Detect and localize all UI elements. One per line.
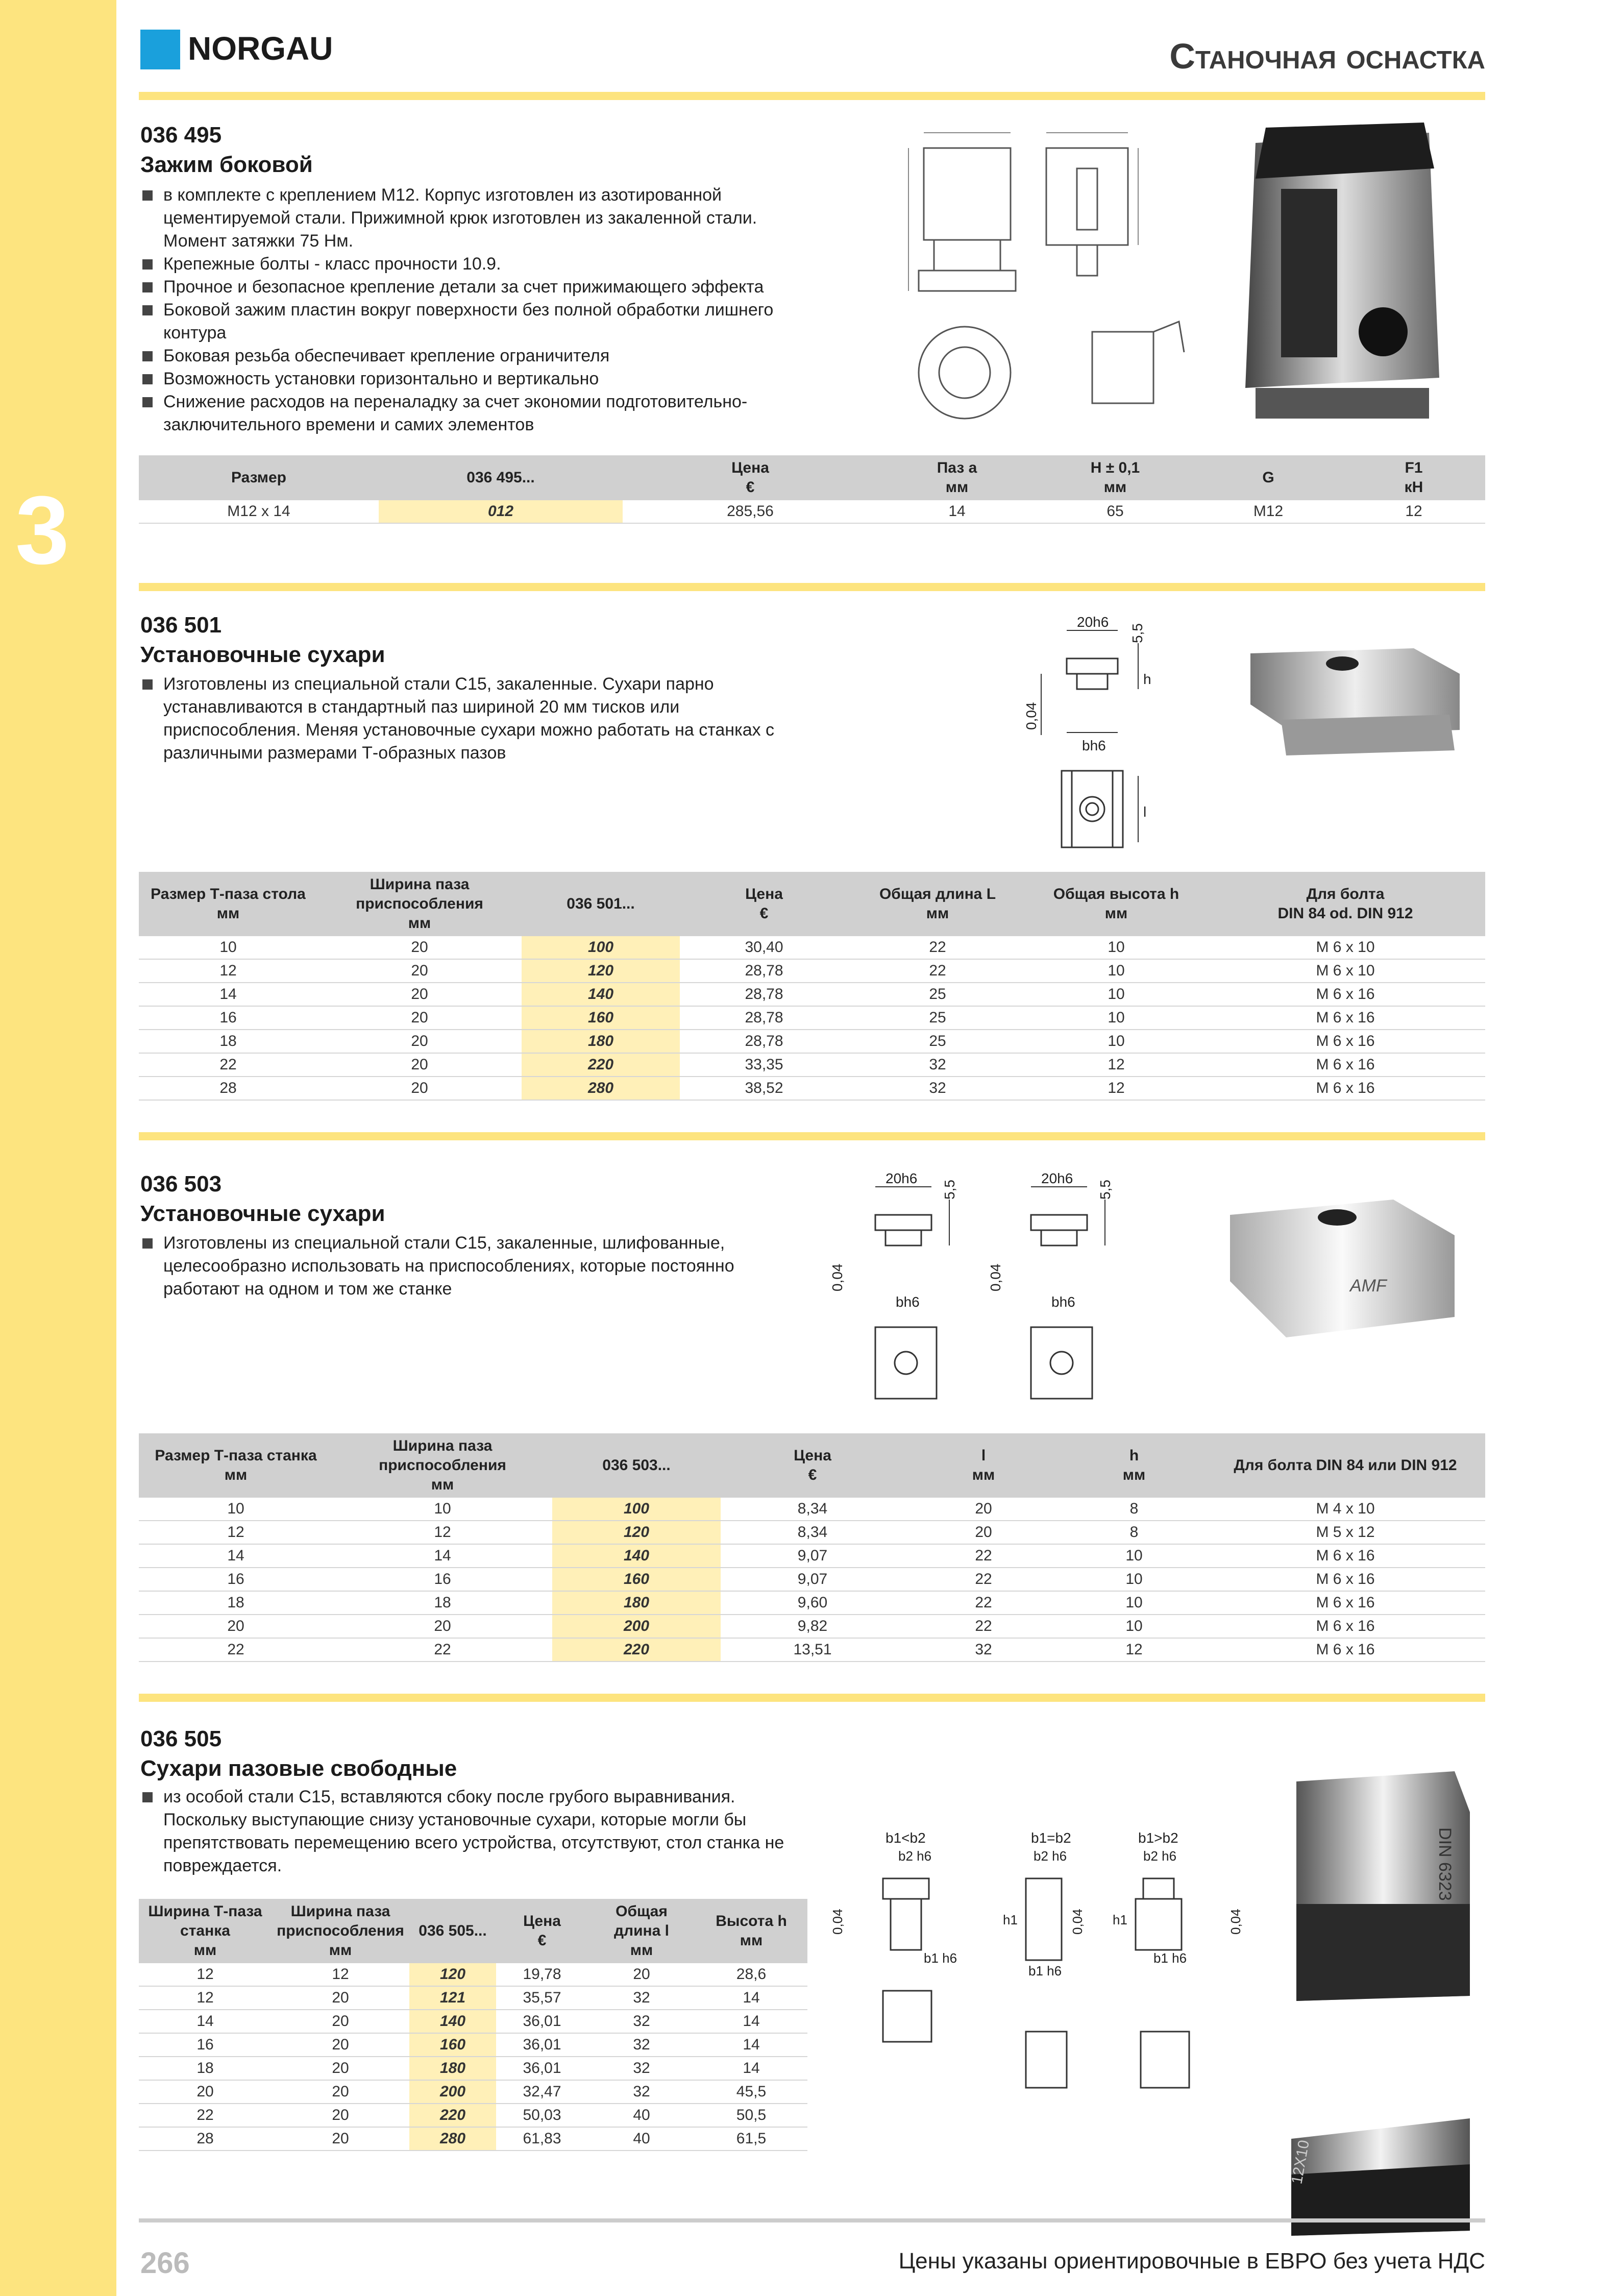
table-cell: 18 [139,2057,272,2080]
table-cell: 12 [1027,1053,1206,1077]
article-number: 280 [409,2127,496,2151]
dimension-label: 5,5 [942,1180,957,1200]
feature-item: из особой стали C15, вставляются сбоку после грубого выравнивания. Поскольку выступающие снизу установочные сухари, которые могли бы препятствовать перемещению всего устройства, отсутствуют, стол станка не повреждается. [140,1786,814,1877]
dimension-label: 20h6 [886,1170,918,1186]
table-cell: 22 [848,936,1027,959]
table-cell: M 6 x 16 [1206,983,1485,1006]
feature-item: Изготовлены из специальной стали C15, закаленные. Сухари парно устанавливаются в стандартный паз шириной 20 мм тисков или приспособления. Меняя установочные сухари можно работать на станках с различными размерами Т-образных пазов [140,673,814,765]
price-cell: 9,07 [721,1544,904,1568]
dimension-label: b1 h6 [1153,1950,1187,1966]
dimension-label: h [1143,671,1151,687]
table-cell: 20 [139,2080,272,2104]
table-cell: 65 [1036,500,1194,523]
table-row [139,1568,1485,1591]
dimension-label: b2 h6 [1143,1848,1177,1864]
article-number: 120 [409,1963,496,1986]
page-number: 266 [140,2246,190,2280]
table-cell: 18 [139,1591,333,1615]
column-header: Цена € [680,872,848,936]
table-cell: 12 [1027,1077,1206,1100]
column-header: Цена € [623,455,878,500]
table-cell: 20 [333,1615,552,1638]
price-cell: 9,60 [721,1591,904,1615]
table-cell: 14 [695,2010,807,2033]
feature-item: Изготовлены из специальной стали C15, закаленные, шлифованные, целесообразно использовать на приспособлениях, которые постоянно работают на одном и том же станке [140,1232,814,1301]
article-number: 140 [409,2010,496,2033]
table-row [139,2104,807,2127]
product-marking: 12X10 [1288,2139,1313,2186]
table-cell: M 6 x 16 [1206,1053,1485,1077]
column-header: Размер [139,455,379,500]
table-cell: M 6 x 16 [1206,1591,1485,1615]
price-cell: 19,78 [496,1963,588,1986]
article-number: 200 [409,2080,496,2104]
price-cell: 28,78 [680,959,848,983]
article-number: 280 [522,1077,680,1100]
table-row [139,1077,1485,1100]
table-cell: 28 [139,2127,272,2151]
table-cell: 32 [904,1638,1063,1662]
table-cell: 22 [139,1638,333,1662]
price-note: Цены указаны ориентировочные в ЕВРО без учета НДС [898,2249,1485,2274]
table-cell: 20 [317,1053,522,1077]
table-cell: M 6 x 16 [1206,1544,1485,1568]
table-cell: 18 [139,1030,317,1053]
table-cell: 20 [272,2033,409,2057]
article-number: 160 [552,1568,721,1591]
table-cell: 14 [139,983,317,1006]
dimension-label: 20h6 [1077,614,1109,630]
table-cell: 12 [139,1986,272,2010]
table-row [139,1030,1485,1053]
table-row [139,2057,807,2080]
table-row [139,1986,807,2010]
table-cell: 12 [139,959,317,983]
price-cell: 38,52 [680,1077,848,1100]
column-header: Ширина Т-паза станка мм [139,1899,272,1963]
brand-name: NORGAU [188,30,333,67]
table-cell: 14 [695,2033,807,2057]
column-header: Ширина паза приспособления мм [317,872,522,936]
table-cell: M 6 x 16 [1206,1077,1485,1100]
column-header: Ширина паза приспособления мм [272,1899,409,1963]
dimension-label: b2 h6 [898,1848,932,1864]
product-title: Установочные сухари [140,1201,385,1226]
table-row [139,2033,807,2057]
table-cell: 45,5 [695,2080,807,2104]
footer-divider [139,2218,1485,2222]
dimension-label: b1 h6 [924,1950,957,1966]
table-cell: 10 [1063,1591,1206,1615]
table-cell: 20 [317,1030,522,1053]
article-number: 140 [552,1544,721,1568]
table-cell: 10 [1027,1030,1206,1053]
price-cell: 9,82 [721,1615,904,1638]
table-row [139,983,1485,1006]
table-cell: 8 [1063,1521,1206,1544]
dimension-label: b1<b2 [886,1830,926,1846]
table-cell: M 6 x 16 [1206,1638,1485,1662]
table-row [139,1615,1485,1638]
chapter-number: 3 [15,476,69,584]
price-cell: 33,35 [680,1053,848,1077]
feature-item: в комплекте с креплением М12. Корпус изготовлен из азотированной цементируемой стали. Прижимной крюк изготовлен из закаленной стали. Момент затяжки 75 Нм. [140,184,814,253]
table-cell: 20 [272,1986,409,2010]
tolerance-label: 0,04 [830,1909,845,1935]
table-cell: 10 [1063,1544,1206,1568]
technical-drawing [1021,613,1204,852]
table-row [139,959,1485,983]
price-cell: 61,83 [496,2127,588,2151]
table-row [139,1591,1485,1615]
feature-list [140,1786,814,1877]
dimension-label: bh6 [1051,1294,1075,1310]
table-cell: 12 [333,1521,552,1544]
table-cell: 28,6 [695,1963,807,1986]
column-header: 036 505... [409,1899,496,1963]
article-number: 160 [522,1006,680,1030]
product-code: 036 505 [140,1726,222,1751]
article-number: 220 [522,1053,680,1077]
table-cell: 32 [848,1077,1027,1100]
table-cell: 22 [904,1591,1063,1615]
table-row [139,2010,807,2033]
product-title: Установочные сухари [140,642,385,667]
technical-drawing [827,1169,1153,1414]
column-header: Размер Т-паза станка мм [139,1433,333,1498]
section-divider [139,92,1485,100]
column-header: Высота h мм [695,1899,807,1963]
table-cell: 61,5 [695,2127,807,2151]
section-divider [139,1694,1485,1702]
table-row [139,1053,1485,1077]
column-header: Размер Т-паза стола мм [139,872,317,936]
article-number: 120 [522,959,680,983]
article-number: 220 [552,1638,721,1662]
table-cell: M 4 x 10 [1206,1498,1485,1521]
price-cell: 32,47 [496,2080,588,2104]
article-number: 140 [522,983,680,1006]
table-cell: M 5 x 12 [1206,1521,1485,1544]
article-number: 100 [552,1498,721,1521]
dimension-label: h1 [1003,1912,1018,1927]
table-cell: 16 [139,1568,333,1591]
column-header: F1 кН [1342,455,1485,500]
article-number: 121 [409,1986,496,2010]
table-cell: 40 [588,2104,695,2127]
table-cell: 10 [1027,959,1206,983]
table-cell: 32 [588,1986,695,2010]
product-code: 036 495 [140,123,222,148]
table-cell: 20 [272,2080,409,2104]
table-cell: M 6 x 10 [1206,936,1485,959]
price-cell: 8,34 [721,1498,904,1521]
table-cell: M12 [1194,500,1342,523]
table-cell: 22 [904,1615,1063,1638]
column-header: Для болта DIN 84 или DIN 912 [1206,1433,1485,1498]
dimension-label: b2 h6 [1034,1848,1067,1864]
table-row [139,2127,807,2151]
table-cell: 16 [333,1568,552,1591]
table-cell: 10 [333,1498,552,1521]
product-code: 036 501 [140,613,222,638]
dimension-label: bh6 [896,1294,920,1310]
dimension-label: 5,5 [1097,1180,1113,1200]
table-cell: 20 [904,1498,1063,1521]
price-cell: 285,56 [623,500,878,523]
price-cell: 9,07 [721,1568,904,1591]
product-photo [1286,1751,1480,2241]
table-cell: 10 [1027,936,1206,959]
article-number: 180 [522,1030,680,1053]
brand-logo-icon [140,30,180,69]
feature-item: Возможность установки горизонтально и вертикально [140,368,814,390]
table-cell: 20 [139,1615,333,1638]
table-cell: 20 [272,2104,409,2127]
table-cell: 20 [317,936,522,959]
table-cell: M 6 x 10 [1206,959,1485,983]
product-photo [1235,112,1449,439]
table-cell: 16 [139,2033,272,2057]
article-number: 180 [409,2057,496,2080]
price-cell: 28,78 [680,1030,848,1053]
technical-drawing [878,117,1199,444]
table-cell: 8 [1063,1498,1206,1521]
table-cell: 20 [272,2010,409,2033]
brand-mark: AMF [1350,1276,1387,1296]
table-cell: 10 [1027,983,1206,1006]
table-cell: 20 [588,1963,695,1986]
table-header-row [139,455,1485,500]
table-cell: 12 [139,1521,333,1544]
table-cell: 12 [1342,500,1485,523]
table-cell: 14 [139,2010,272,2033]
table-cell: M 6 x 16 [1206,1568,1485,1591]
table-cell: 50,5 [695,2104,807,2127]
article-number: 200 [552,1615,721,1638]
table-cell: 14 [333,1544,552,1568]
tolerance-label: 0,04 [1228,1909,1243,1935]
table-row [139,936,1485,959]
article-number: 100 [522,936,680,959]
table-cell: 16 [139,1006,317,1030]
price-table [139,455,1485,524]
table-cell: M 6 x 16 [1206,1615,1485,1638]
article-number: 012 [379,500,623,523]
feature-item: Крепежные болты - класс прочности 10.9. [140,253,814,276]
table-cell: 20 [272,2057,409,2080]
table-cell: 32 [588,2033,695,2057]
table-cell: 20 [317,959,522,983]
feature-list [140,673,814,765]
product-title: Сухари пазовые свободные [140,1756,457,1781]
technical-drawing [827,1822,1266,2190]
column-header: 036 503... [552,1433,721,1498]
table-cell: 20 [317,1077,522,1100]
table-cell: 22 [904,1568,1063,1591]
table-cell: 20 [904,1521,1063,1544]
dimension-label: b1>b2 [1138,1830,1178,1846]
product-photo [1245,643,1465,761]
table-cell: 32 [588,2080,695,2104]
table-row [139,1006,1485,1030]
dimension-label: 20h6 [1041,1170,1073,1186]
chapter-sidebar [0,0,116,2296]
feature-list [140,1232,814,1301]
price-cell: 50,03 [496,2104,588,2127]
column-header: Ширина паза приспособления мм [333,1433,552,1498]
tolerance-label: 0,04 [829,1263,845,1291]
table-cell: 12 [139,1963,272,1986]
table-cell: 12 [1063,1638,1206,1662]
table-cell: 10 [1063,1568,1206,1591]
dimension-label: bh6 [1082,738,1106,753]
column-header: 036 495... [379,455,623,500]
article-number: 160 [409,2033,496,2057]
column-header: Цена € [721,1433,904,1498]
table-cell: 32 [588,2057,695,2080]
feature-list [140,184,814,436]
price-cell: 28,78 [680,1006,848,1030]
tolerance-label: 0,04 [1070,1909,1085,1935]
table-cell: 22 [333,1638,552,1662]
dimension-label: b1=b2 [1031,1830,1071,1846]
table-cell: M12 x 14 [139,500,379,523]
feature-item: Прочное и безопасное крепление детали за счет прижимающего эффекта [140,276,814,299]
tolerance-label: 0,04 [1023,702,1039,730]
table-cell: 22 [139,1053,317,1077]
price-table [139,872,1485,1101]
table-cell: 14 [139,1544,333,1568]
table-cell: 22 [904,1544,1063,1568]
price-cell: 36,01 [496,2057,588,2080]
tolerance-label: 0,04 [988,1263,1003,1291]
feature-item: Снижение расходов на переналадку за счет экономии подготовительно-заключительного времени и самих элементов [140,390,814,436]
table-cell: 14 [695,2057,807,2080]
table-cell: 25 [848,1006,1027,1030]
table-header-row [139,1433,1485,1498]
article-number: 180 [552,1591,721,1615]
column-header: h мм [1063,1433,1206,1498]
column-header: G [1194,455,1342,500]
table-cell: 22 [848,959,1027,983]
table-cell: 10 [1063,1615,1206,1638]
column-header: Для болта DIN 84 od. DIN 912 [1206,872,1485,936]
price-table [139,1899,807,2151]
table-cell: 32 [588,2010,695,2033]
section-divider [139,1132,1485,1140]
feature-item: Боковая резьба обеспечивает крепление ограничителя [140,345,814,368]
table-row [139,1498,1485,1521]
column-header: l мм [904,1433,1063,1498]
dimension-label: 5,5 [1129,623,1145,643]
feature-item: Боковой зажим пластин вокруг поверхности без полной обработки лишнего контура [140,299,814,345]
product-photo [1225,1194,1460,1342]
table-cell: 10 [1027,1006,1206,1030]
section-divider [139,583,1485,591]
page-title: Станочная оснастка [1169,36,1485,76]
table-cell: 28 [139,1077,317,1100]
dimension-label: h1 [1113,1912,1127,1927]
article-number: 220 [409,2104,496,2127]
price-cell: 35,57 [496,1986,588,2010]
column-header: Общая длина L мм [848,872,1027,936]
price-table [139,1433,1485,1662]
table-row [139,1963,807,1986]
table-header-row [139,1899,807,1963]
table-cell: 10 [139,936,317,959]
price-cell: 36,01 [496,2033,588,2057]
article-number: 120 [552,1521,721,1544]
column-header: H ± 0,1 мм [1036,455,1194,500]
table-cell: 20 [317,1006,522,1030]
dimension-label: l [1143,804,1147,820]
table-row [139,1521,1485,1544]
dimension-label: b1 h6 [1028,1963,1062,1979]
table-cell: 22 [139,2104,272,2127]
table-cell: 14 [878,500,1036,523]
price-cell: 36,01 [496,2010,588,2033]
price-cell: 8,34 [721,1521,904,1544]
table-cell: 10 [139,1498,333,1521]
table-cell: 18 [333,1591,552,1615]
product-title: Зажим боковой [140,152,313,177]
table-row [139,500,1485,523]
table-cell: 20 [272,2127,409,2151]
column-header: 036 501... [522,872,680,936]
column-header: Паз а мм [878,455,1036,500]
table-cell: 12 [272,1963,409,1986]
table-cell: 20 [317,983,522,1006]
table-cell: 14 [695,1986,807,2010]
table-cell: M 6 x 16 [1206,1030,1485,1053]
table-cell: 40 [588,2127,695,2151]
price-cell: 30,40 [680,936,848,959]
column-header: Общая высота h мм [1027,872,1206,936]
table-cell: 25 [848,1030,1027,1053]
column-header: Цена € [496,1899,588,1963]
column-header: Общая длина l мм [588,1899,695,1963]
price-cell: 28,78 [680,983,848,1006]
table-header-row [139,872,1485,936]
table-cell: 25 [848,983,1027,1006]
product-code: 036 503 [140,1171,222,1196]
table-cell: M 6 x 16 [1206,1006,1485,1030]
table-row [139,1638,1485,1662]
table-row [139,1544,1485,1568]
table-row [139,2080,807,2104]
table-cell: 32 [848,1053,1027,1077]
price-cell: 13,51 [721,1638,904,1662]
product-marking: DIN 6323 [1435,1827,1455,1901]
